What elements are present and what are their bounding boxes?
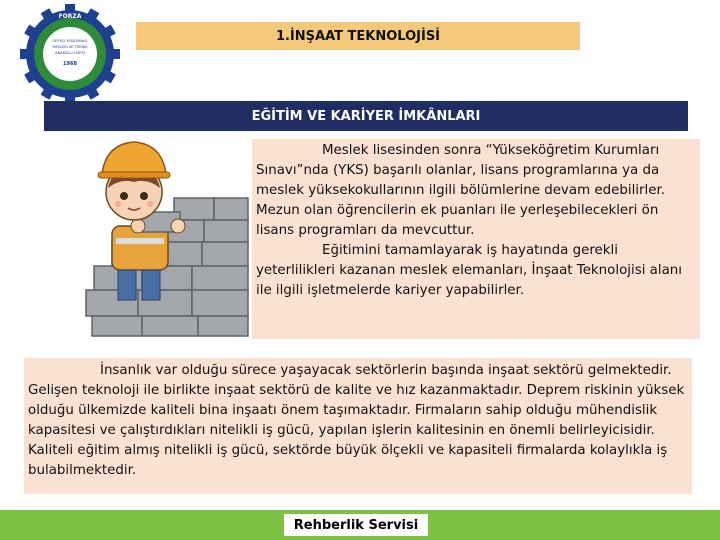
section-title: EĞİTİM VE KARİYER İMKÂNLARI	[251, 108, 481, 124]
logo-line-1: SEYYİD YEŞİLPANAL	[52, 39, 88, 43]
sector-paragraph: İnsanlık var olduğu sürece yaşayacak sektörlerin başında inşaat sektörü gelmektedir. Gelişen teknoloji ile birlikte inşaat sektörü de kalite ve hız kazanmaktadır. Deprem riskinin yüksek olduğu ülkemizde kaliteli bina inşaatı önem taşımaktadır. Firmaların sahip olduğu mühendislik kapasitesi ve çalıştırdıkları nitelikli iş gücü, yapılan işlerin kalitesinin en önemli belirleyicisidir. Kaliteli eğitim almış nitelikli iş gücü, sektörde büyük ölçekli ve kapasiteli firmalarda kolaylıkla iş bulabilmektedir.	[28, 363, 685, 478]
school-logo	[4, 2, 132, 106]
footer-label-box	[284, 514, 428, 536]
career-paragraph-1: Meslek lisesinden sonra “Yükseköğretim Kurumları Sınavı”nda (YKS) başarılı olanlar, lisans programlarına ya da meslek yüksekokullarının ilgili bölümlerine devam edebilirler. Mezun olan öğrencilerin ek puanları ile yerleşebilecekleri ön lisans programları da mevcuttur.	[256, 143, 666, 238]
logo-year: 1968	[63, 61, 77, 67]
page-title: 1.İNŞAAT TEKNOLOJİSİ	[275, 28, 441, 44]
page-title-bar	[136, 22, 580, 50]
logo-line-2: MESLEKİ VE TEKNİK	[52, 45, 88, 49]
section-title-bar	[44, 101, 688, 131]
sector-text-box	[24, 358, 692, 494]
construction-worker-illustration	[82, 138, 252, 338]
logo-top-text: FORZA	[58, 13, 82, 20]
career-paragraph-2: Eğitimini tamamlayarak iş hayatında gerekli yeterlilikleri kazanan meslek elemanları, İnşaat Teknolojisi alanı ile ilgili işletmelerde kariyer yapabilirler.	[256, 243, 683, 298]
logo-line-3: ANADOLU LİSESİ	[55, 51, 85, 55]
footer-label: Rehberlik Servisi	[293, 517, 419, 533]
career-text-box	[252, 139, 700, 339]
